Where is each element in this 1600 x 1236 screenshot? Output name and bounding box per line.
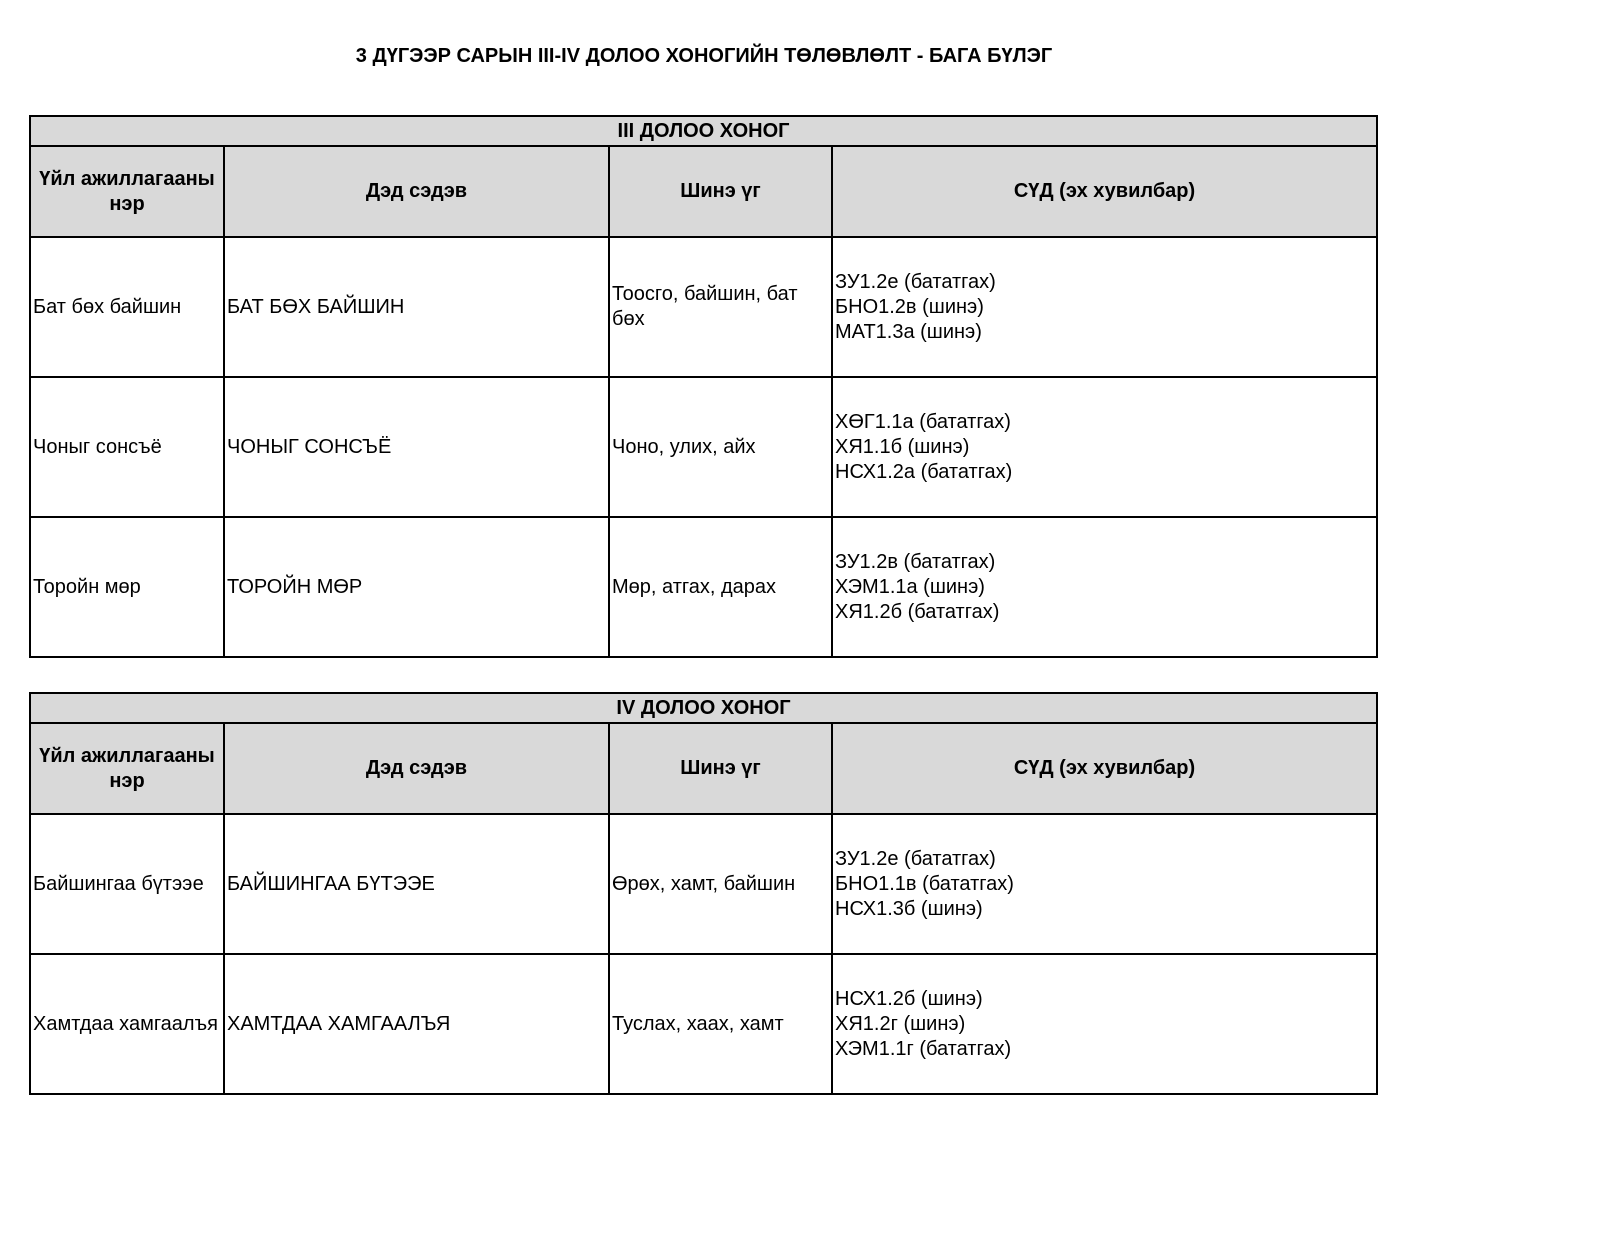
new-words-cell: Өрөх, хамт, байшин bbox=[609, 814, 832, 954]
new-words-cell: Тоосго, байшин, бат бөх bbox=[609, 237, 832, 377]
week-3-table bbox=[29, 115, 1378, 658]
suds-item: ХЯ1.2г (шинэ) bbox=[835, 1012, 966, 1035]
column-header-suds: СҮД (эх хувилбар) bbox=[832, 723, 1377, 814]
table-row bbox=[30, 237, 1377, 377]
table-row bbox=[30, 517, 1377, 657]
suds-item: ХЭМ1.1г (бататгах) bbox=[835, 1037, 1012, 1060]
week-heading: IV ДОЛОО ХОНОГ bbox=[30, 693, 1377, 723]
suds-item: ХЭМ1.1а (шинэ) bbox=[835, 575, 985, 598]
subtopic-cell: ЧОНЫГ СОНСЪЁ bbox=[224, 377, 609, 517]
suds-cell bbox=[832, 517, 1377, 657]
suds-item: ЗУ1.2е (бататгах) bbox=[835, 270, 996, 293]
suds-item: ХӨГ1.1а (бататгах) bbox=[835, 410, 1011, 433]
activity-cell: Торойн мөр bbox=[30, 517, 224, 657]
new-words-cell: Туслах, хаах, хамт bbox=[609, 954, 832, 1094]
week-4-table bbox=[29, 692, 1378, 1095]
suds-item: НСХ1.2а (бататгах) bbox=[835, 460, 1013, 483]
suds-cell bbox=[832, 954, 1377, 1094]
activity-cell: Байшингаа бүтээе bbox=[30, 814, 224, 954]
column-header-new-words: Шинэ үг bbox=[609, 146, 832, 237]
suds-item: ЗУ1.2е (бататгах) bbox=[835, 847, 996, 870]
subtopic-cell: БАТ БӨХ БАЙШИН bbox=[224, 237, 609, 377]
week-heading: III ДОЛОО ХОНОГ bbox=[30, 116, 1377, 146]
suds-item: ЗУ1.2в (бататгах) bbox=[835, 550, 996, 573]
new-words-cell: Мөр, атгах, дарах bbox=[609, 517, 832, 657]
suds-item: НСХ1.3б (шинэ) bbox=[835, 897, 983, 920]
column-header-suds: СҮД (эх хувилбар) bbox=[832, 146, 1377, 237]
activity-cell: Бат бөх байшин bbox=[30, 237, 224, 377]
table-row bbox=[30, 954, 1377, 1094]
suds-cell bbox=[832, 237, 1377, 377]
suds-item: БНО1.1в (бататгах) bbox=[835, 872, 1014, 895]
column-header-activity: Үйл ажиллагааны нэр bbox=[30, 146, 224, 237]
suds-cell bbox=[832, 814, 1377, 954]
column-header-new-words: Шинэ үг bbox=[609, 723, 832, 814]
column-header-subtopic: Дэд сэдэв bbox=[224, 723, 609, 814]
subtopic-cell: ХАМТДАА ХАМГААЛЪЯ bbox=[224, 954, 609, 1094]
subtopic-cell: ТОРОЙН МӨР bbox=[224, 517, 609, 657]
suds-item: ХЯ1.1б (шинэ) bbox=[835, 435, 970, 458]
column-header-activity: Үйл ажиллагааны нэр bbox=[30, 723, 224, 814]
suds-item: МАТ1.3а (шинэ) bbox=[835, 320, 982, 343]
table-row bbox=[30, 814, 1377, 954]
suds-cell bbox=[832, 377, 1377, 517]
document-title: 3 ДҮГЭЭР САРЫН III-IV ДОЛОО ХОНОГИЙН ТӨЛӨВЛӨЛТ - БАГА БҮЛЭГ bbox=[355, 45, 1053, 67]
table-row bbox=[30, 377, 1377, 517]
column-header-subtopic: Дэд сэдэв bbox=[224, 146, 609, 237]
activity-cell: Хамтдаа хамгаалъя bbox=[30, 954, 224, 1094]
new-words-cell: Чоно, улих, айх bbox=[609, 377, 832, 517]
subtopic-cell: БАЙШИНГАА БҮТЭЭЕ bbox=[224, 814, 609, 954]
suds-item: БНО1.2в (шинэ) bbox=[835, 295, 984, 318]
suds-item: НСХ1.2б (шинэ) bbox=[835, 987, 983, 1010]
suds-item: ХЯ1.2б (бататгах) bbox=[835, 600, 1000, 623]
activity-cell: Чоныг сонсъё bbox=[30, 377, 224, 517]
